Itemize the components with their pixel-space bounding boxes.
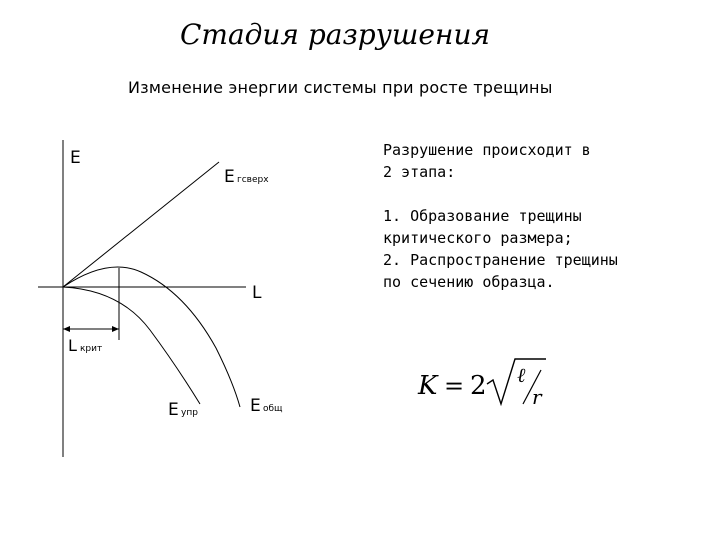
slide-subtitle: Изменение энергии системы при росте трещины xyxy=(128,78,553,97)
lkrit-label-sub: крит xyxy=(80,344,103,354)
esverkh-label-main: E xyxy=(224,167,235,187)
formula-equals: = xyxy=(444,372,465,400)
slide-title: Стадия разрушения xyxy=(179,18,491,51)
formula-numerator: ℓ xyxy=(517,363,526,387)
formula-denominator: r xyxy=(532,385,542,409)
intro-line: 2 этапа: xyxy=(383,163,456,181)
e-axis-label: E xyxy=(70,148,81,168)
step-line: 2. Распространение трещины xyxy=(383,251,618,269)
step-line: 1. Образование трещины xyxy=(383,207,582,225)
lkrit-label-main: L xyxy=(68,336,77,355)
intro-line: Разрушение происходит в xyxy=(383,141,591,159)
eobsh-label-sub: общ xyxy=(263,404,283,414)
l-axis-label: L xyxy=(252,283,262,303)
eupr-label-main: E xyxy=(168,400,179,420)
formula-coefficient: 2 xyxy=(470,371,487,401)
eupr-label-sub: упр xyxy=(181,408,198,418)
esverkh-label-sub: гсверх xyxy=(237,175,269,185)
step-line: по сечению образца. xyxy=(383,273,555,291)
formula-k: K xyxy=(418,371,438,401)
step-line: критического размера; xyxy=(383,229,573,247)
eobsh-label-main: E xyxy=(250,396,261,416)
